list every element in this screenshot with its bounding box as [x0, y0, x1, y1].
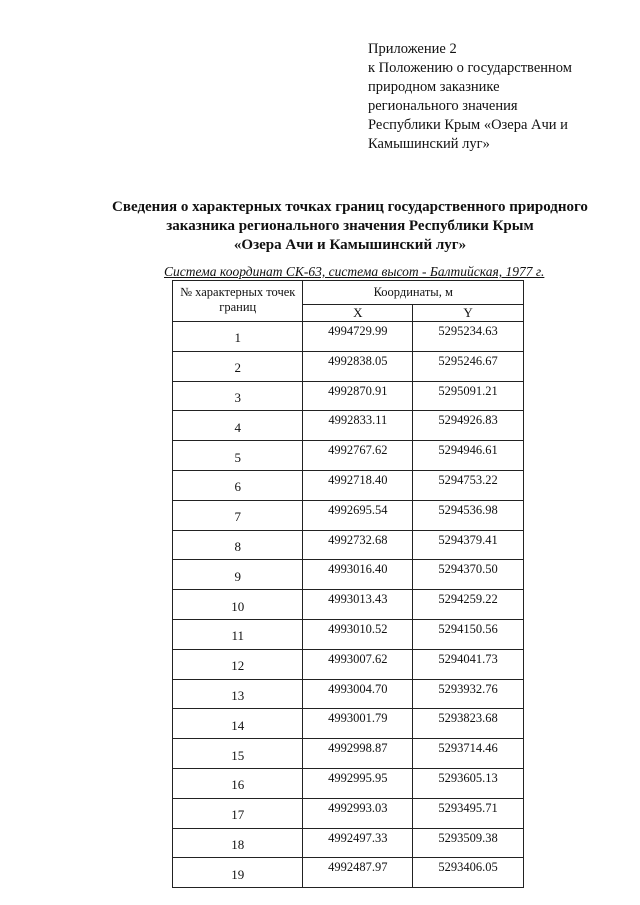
point-number-cell: 14 — [173, 709, 303, 739]
appendix-line: регионального значения — [368, 98, 518, 114]
header-x: X — [303, 305, 413, 322]
table-row — [173, 590, 524, 620]
y-coordinate-cell: 5293823.68 — [413, 709, 524, 739]
title-line: Сведения о характерных точках границ государственного природного — [112, 199, 588, 215]
y-coordinate-cell: 5295234.63 — [413, 322, 524, 352]
appendix-line: Республики Крым «Озера Ачи и — [368, 117, 568, 133]
point-number-cell: 13 — [173, 679, 303, 709]
title-line: заказника регионального значения Республики Крым — [166, 218, 534, 234]
x-coordinate-cell: 4994729.99 — [303, 322, 413, 352]
table-row — [173, 470, 524, 500]
table-row — [173, 351, 524, 381]
document-title — [60, 198, 640, 255]
table-row — [173, 411, 524, 441]
x-coordinate-cell: 4992833.11 — [303, 411, 413, 441]
x-coordinate-cell: 4992695.54 — [303, 500, 413, 530]
x-coordinate-cell: 4992497.33 — [303, 828, 413, 858]
point-number-cell: 19 — [173, 858, 303, 888]
y-coordinate-cell: 5294259.22 — [413, 590, 524, 620]
header-point-number: № характерных точек границ — [173, 281, 303, 322]
table-body — [173, 322, 524, 888]
coordinate-system-note — [164, 264, 544, 280]
appendix-line: к Положению о государственном — [368, 60, 572, 76]
point-number-cell: 6 — [173, 470, 303, 500]
table-row — [173, 441, 524, 471]
point-number-cell: 8 — [173, 530, 303, 560]
table-row — [173, 709, 524, 739]
x-coordinate-cell: 4993013.43 — [303, 590, 413, 620]
y-coordinate-cell: 5294536.98 — [413, 500, 524, 530]
y-coordinate-cell: 5294150.56 — [413, 619, 524, 649]
title-line: «Озера Ачи и Камышинский луг» — [233, 237, 467, 253]
point-number-cell: 5 — [173, 441, 303, 471]
y-coordinate-cell: 5295091.21 — [413, 381, 524, 411]
point-number-cell: 12 — [173, 649, 303, 679]
table-row — [173, 798, 524, 828]
y-coordinate-cell: 5294946.61 — [413, 441, 524, 471]
appendix-line: Приложение 2 — [368, 41, 457, 57]
x-coordinate-cell: 4992487.97 — [303, 858, 413, 888]
point-number-cell: 3 — [173, 381, 303, 411]
y-coordinate-cell: 5294753.22 — [413, 470, 524, 500]
point-number-cell: 9 — [173, 560, 303, 590]
y-coordinate-cell: 5293714.46 — [413, 739, 524, 769]
header-coordinates: Координаты, м — [303, 281, 524, 305]
table-row — [173, 560, 524, 590]
point-number-cell: 2 — [173, 351, 303, 381]
point-number-cell: 1 — [173, 322, 303, 352]
appendix-note — [368, 40, 628, 154]
x-coordinate-cell: 4992995.95 — [303, 768, 413, 798]
point-number-cell: 7 — [173, 500, 303, 530]
table-row — [173, 739, 524, 769]
point-number-cell: 15 — [173, 739, 303, 769]
point-number-cell: 11 — [173, 619, 303, 649]
x-coordinate-cell: 4992718.40 — [303, 470, 413, 500]
y-coordinate-cell: 5293509.38 — [413, 828, 524, 858]
table-row — [173, 768, 524, 798]
y-coordinate-cell: 5294926.83 — [413, 411, 524, 441]
table-row — [173, 500, 524, 530]
x-coordinate-cell: 4992732.68 — [303, 530, 413, 560]
x-coordinate-cell: 4992838.05 — [303, 351, 413, 381]
x-coordinate-cell: 4993004.70 — [303, 679, 413, 709]
table-row — [173, 530, 524, 560]
y-coordinate-cell: 5293495.71 — [413, 798, 524, 828]
y-coordinate-cell: 5294379.41 — [413, 530, 524, 560]
x-coordinate-cell: 4993010.52 — [303, 619, 413, 649]
boundary-points-table — [172, 280, 524, 888]
x-coordinate-cell: 4993007.62 — [303, 649, 413, 679]
table-row — [173, 858, 524, 888]
point-number-cell: 10 — [173, 590, 303, 620]
point-number-cell: 18 — [173, 828, 303, 858]
point-number-cell: 16 — [173, 768, 303, 798]
y-coordinate-cell: 5295246.67 — [413, 351, 524, 381]
x-coordinate-cell: 4993016.40 — [303, 560, 413, 590]
x-coordinate-cell: 4993001.79 — [303, 709, 413, 739]
table-row — [173, 828, 524, 858]
table-row — [173, 381, 524, 411]
x-coordinate-cell: 4992767.62 — [303, 441, 413, 471]
x-coordinate-cell: 4992870.91 — [303, 381, 413, 411]
y-coordinate-cell: 5294041.73 — [413, 649, 524, 679]
table-row — [173, 619, 524, 649]
y-coordinate-cell: 5294370.50 — [413, 560, 524, 590]
point-number-cell: 4 — [173, 411, 303, 441]
coordinate-system-text: Система координат СК-63, система высот - Балтийская, 1977 г. — [164, 264, 545, 279]
appendix-line: Камышинский луг» — [368, 136, 490, 152]
header-y: Y — [413, 305, 524, 322]
table-row — [173, 679, 524, 709]
table-row — [173, 322, 524, 352]
point-number-cell: 17 — [173, 798, 303, 828]
y-coordinate-cell: 5293932.76 — [413, 679, 524, 709]
y-coordinate-cell: 5293406.05 — [413, 858, 524, 888]
y-coordinate-cell: 5293605.13 — [413, 768, 524, 798]
x-coordinate-cell: 4992993.03 — [303, 798, 413, 828]
appendix-line: природном заказнике — [368, 79, 500, 95]
x-coordinate-cell: 4992998.87 — [303, 739, 413, 769]
table-row — [173, 649, 524, 679]
